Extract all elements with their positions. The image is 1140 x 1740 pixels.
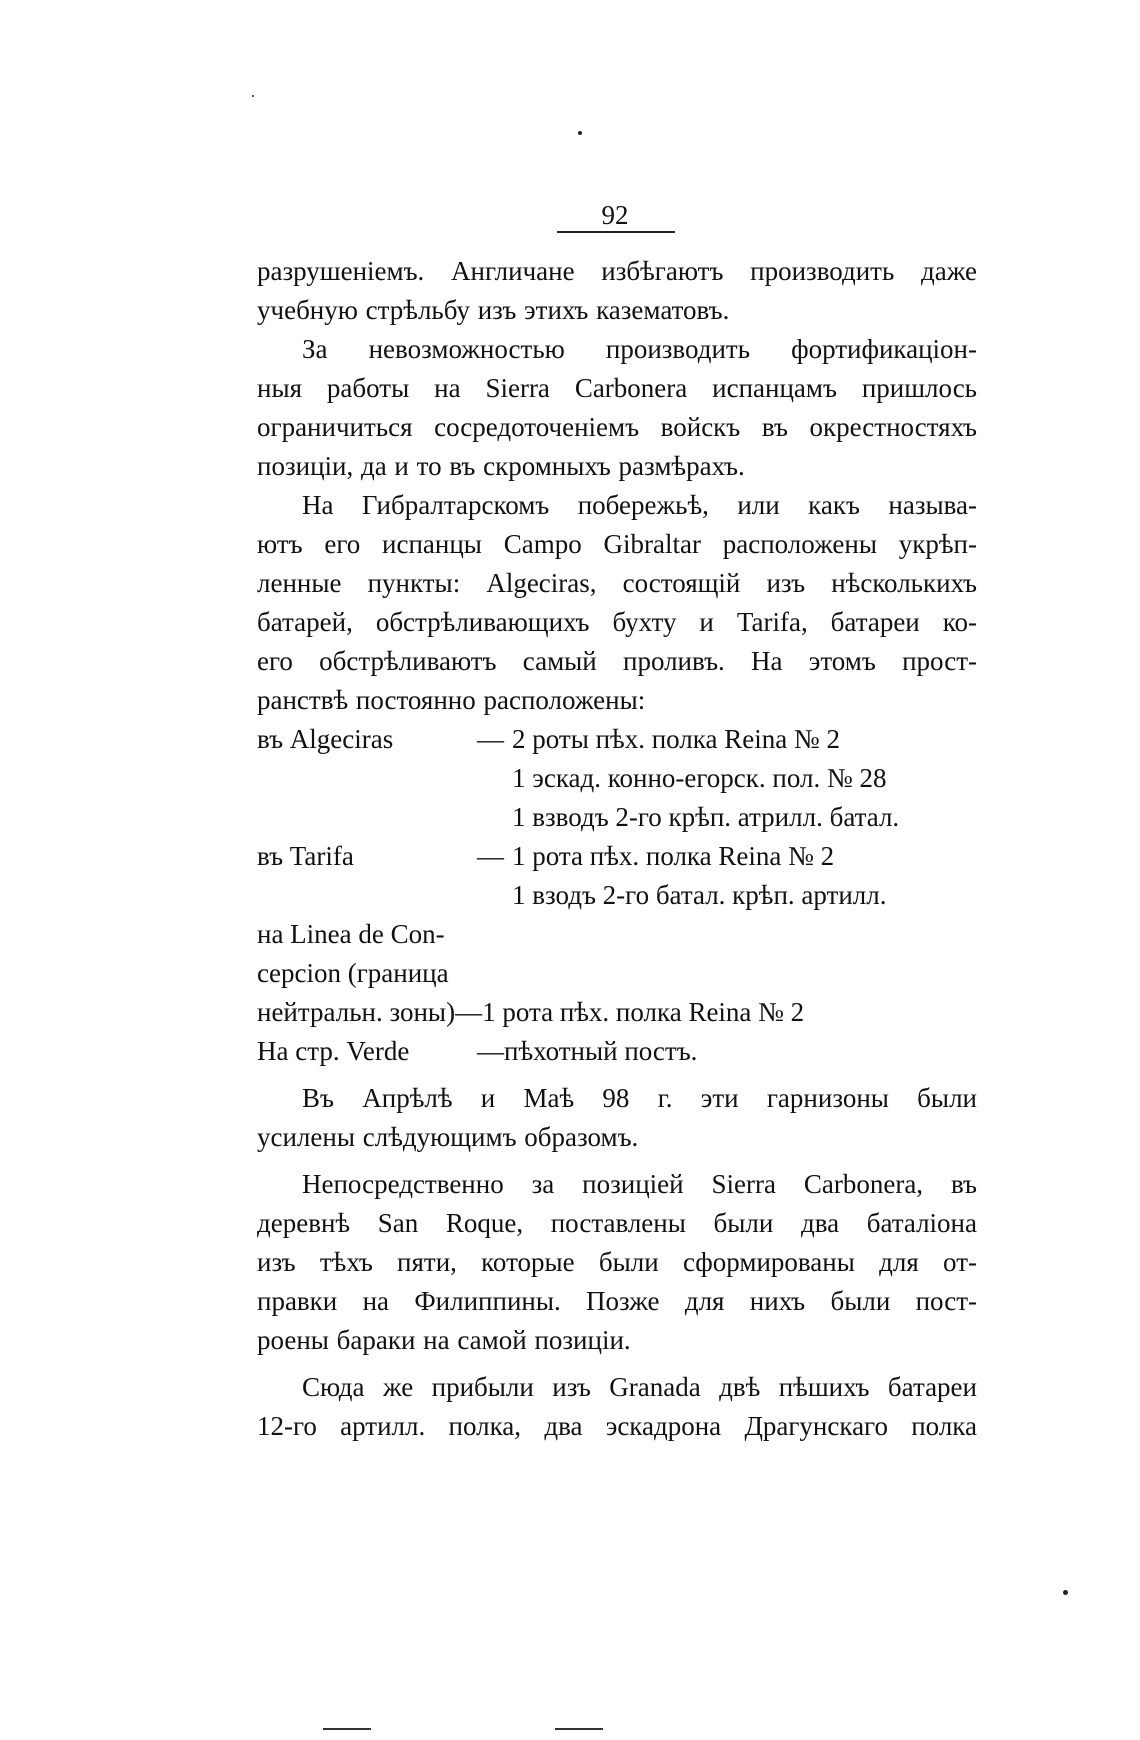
verde-place: На стр. Verde [257,1036,410,1066]
text-line: ютъ его испанцы Campo Gibraltar расположены укрѣп- [257,529,977,559]
text-line: Въ Апрѣлѣ и Маѣ 98 г. эти гарнизоны были [302,1083,977,1113]
text-line: Непосредственно за позиціей Sierra Carbonera, въ [302,1169,977,1199]
text-line: деревнѣ San Roque, поставлены были два баталіона [257,1208,977,1238]
text-line: роены бараки на самой позиціи. [257,1325,631,1355]
text-line: ограничиться сосредоточеніемъ войскъ въ окрестностяхъ [257,412,977,442]
linea-place-line: cepcion (граница [257,958,449,988]
paragraph-1 [257,252,977,330]
text-line: 12-го артилл. полка, два эскадрона Драгунскаго полка [257,1411,977,1441]
garrison-place: въ Algeciras [257,724,394,754]
scan-edge-mark [323,1728,371,1730]
linea-row [257,993,977,1032]
linea-place: нейтральн. зоны) [257,997,456,1027]
garrison-unit: 1 эскад. конно-егорск. пол. № 28 [512,763,887,793]
text-line: его обстрѣливаютъ самый проливъ. На этомъ прост- [257,646,977,676]
garrison-place: въ Tarifa [257,841,354,871]
linea-unit: —1 рота пѣх. полка Reina № 2 [455,997,805,1027]
paragraph-5 [257,1165,977,1360]
garrison-row [257,798,977,837]
garrison-unit: 1 взводъ 2-го крѣп. атрилл. батал. [512,802,900,832]
verde-unit: —пѣхотный постъ. [477,1036,698,1066]
body-text [257,252,977,1446]
text-line: учебную стрѣльбу изъ этихъ казематовъ. [257,295,730,325]
text-line: ленные пункты: Algeciras, состоящій изъ нѣсколькихъ [257,568,977,598]
paragraph-6 [257,1368,977,1446]
garrison-unit: 2 роты пѣх. полка Reina № 2 [512,724,840,754]
garrison-row [257,720,977,759]
paragraph-2 [257,330,977,486]
garrison-row [257,837,977,876]
scan-speck [1063,1590,1068,1595]
text-line: разрушеніемъ. Англичане избѣгаютъ производить даже [257,256,977,286]
text-line: Сюда же прибыли изъ Granada двѣ пѣшихъ батареи [302,1372,977,1402]
text-line: За невозможностью производить фортификаціон- [302,334,977,364]
text-line: ранствѣ постоянно расположены: [257,685,646,715]
garrison-unit: 1 рота пѣх. полка Reina № 2 [512,841,835,871]
garrison-table [257,720,977,1071]
text-line: позиціи, да и то въ скромныхъ размѣрахъ. [257,451,745,481]
garrison-dash: — [477,841,504,871]
verde-row [257,1032,977,1071]
paragraph-4 [257,1079,977,1157]
scan-speck [578,131,582,135]
text-line: усилены слѣдующимъ образомъ. [257,1122,639,1152]
text-line: ныя работы на Sierra Carbonera испанцамъ пришлось [257,373,977,403]
garrison-dash: — [477,724,504,754]
scan-speck [252,95,254,97]
text-line: изъ тѣхъ пяти, которые были сформированы для от- [257,1247,977,1277]
page-number-rule [557,231,675,233]
garrison-row [257,876,977,915]
scan-edge-mark [555,1728,603,1730]
garrison-row [257,759,977,798]
garrison-unit: 1 взодъ 2-го батал. крѣп. артилл. [512,880,887,910]
linea-place-line: на Linea de Con- [257,919,445,949]
paragraph-3 [257,486,977,720]
text-line: правки на Филиппины. Позже для нихъ были пост- [257,1286,977,1316]
text-line: батарей, обстрѣливающихъ бухту и Tarifa, батареи ко- [257,607,977,637]
page-number: 92 [601,200,629,230]
text-line: На Гибралтарскомъ побережьѣ, или какъ называ- [302,490,977,520]
